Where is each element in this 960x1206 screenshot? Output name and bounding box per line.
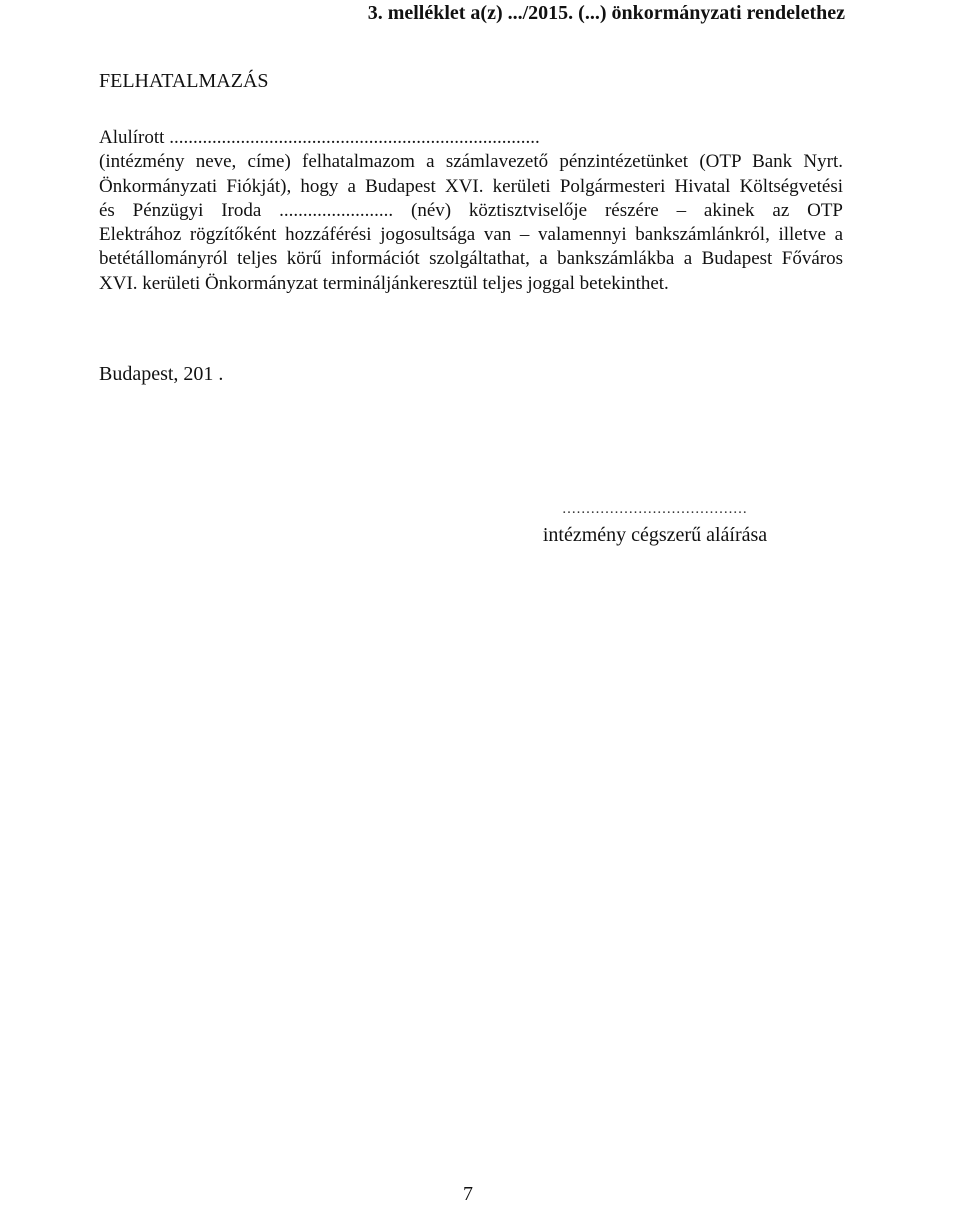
paragraph-line: Alulírott .............................................................................. — [99, 127, 540, 148]
paragraph-line: Önkormányzati Fiókját), hogy a Budapest XVI. kerületi Polgármesteri Hivatal Költségvetési — [99, 175, 843, 197]
signature-block — [520, 500, 790, 547]
document-title: FELHATALMAZÁS — [99, 70, 269, 92]
paragraph-line: és Pénzügyi Iroda ........................ (név) köztisztviselője részére – akinek az OTP — [99, 199, 843, 221]
signature-line: ....................................... — [562, 501, 748, 517]
page-number: 7 — [463, 1183, 473, 1205]
annex-header: 3. melléklet a(z) .../2015. (...) önkormányzati rendelethez — [367, 2, 845, 24]
paragraph-line: betétállományról teljes körű információt szolgáltathat, a bankszámlákba a Budapest Főváros — [99, 248, 843, 270]
paragraph-line: XVI. kerületi Önkormányzat termináljánkeresztül teljes joggal betekinthet. — [99, 272, 669, 294]
authorization-paragraph — [99, 126, 843, 296]
paragraph-line: (intézmény neve, címe) felhatalmazom a számlavezető pénzintézetünket (OTP Bank Nyrt. — [99, 151, 843, 173]
paragraph-line: Elektrához rögzítőként hozzáférési jogosultsága van – valamennyi bankszámlánkról, illetve a — [99, 224, 843, 246]
place-date: Budapest, 201 . — [99, 363, 224, 385]
signature-label: intézmény cégszerű aláírása — [542, 524, 768, 546]
